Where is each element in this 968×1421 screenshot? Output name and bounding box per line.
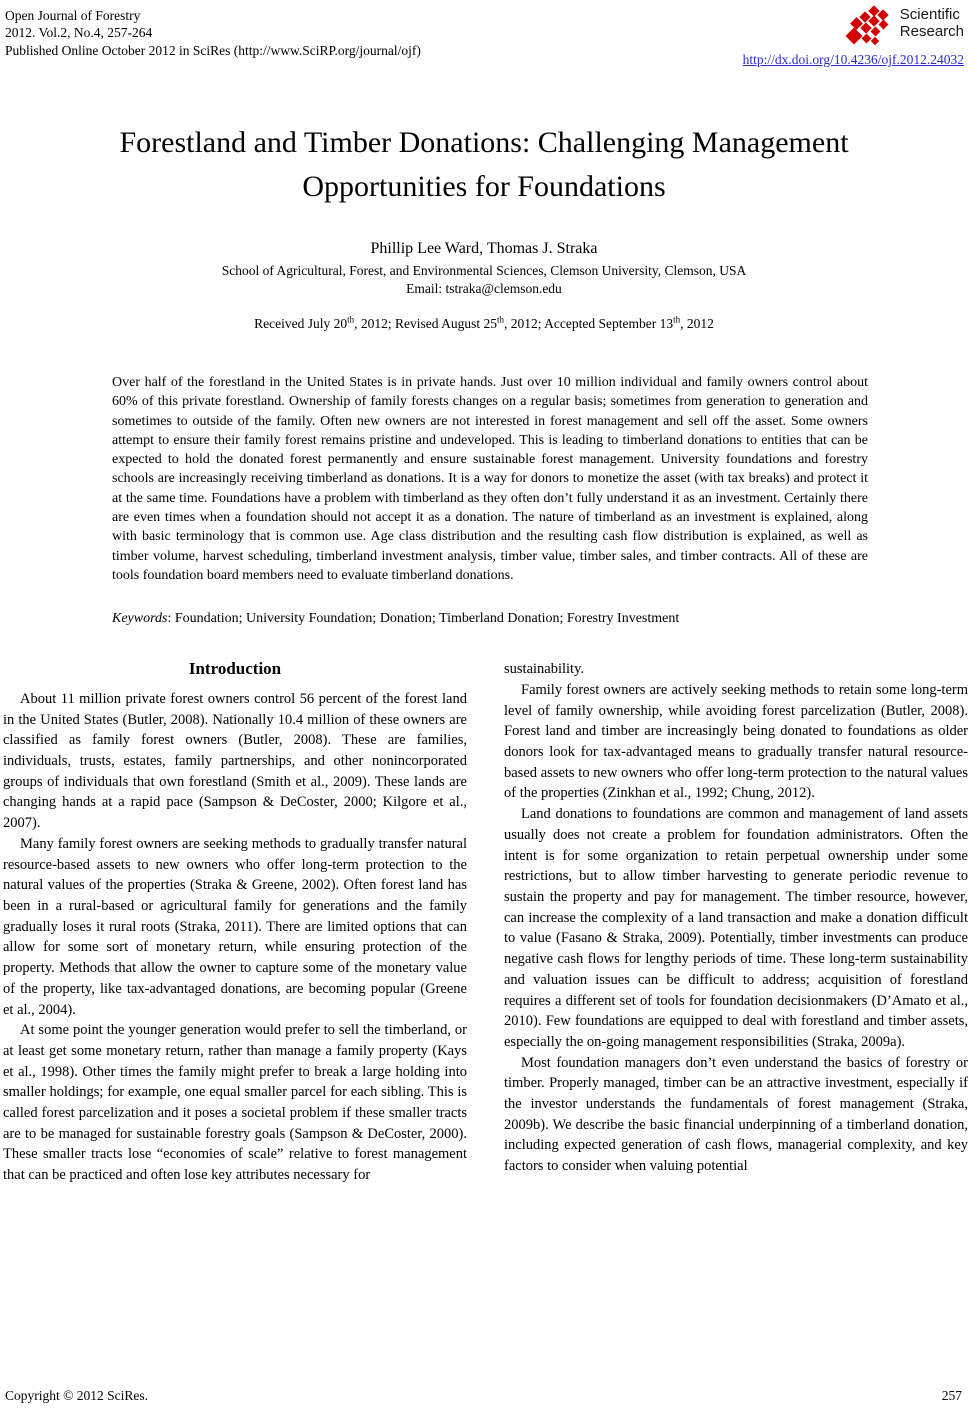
intro-paragraph: At some point the younger generation would prefer to sell the timberland, or at least get some monetary return, rather than manage a family property (Kays et al., 1998). Other times the family might prefer to break a large holding into smaller holdings; for example, one equal smaller parcel for each sibling. This is called forest parcelization and it poses a societal problem if these smaller tracts are to be managed for sustainable forestry goals (Sampson & DeCoster, 2000). These smaller tracts lose “economies of scale” relative to forest management that can be practiced and often lose key attributes necessary for [3,1022,467,1184]
received-superscript: th [673,314,681,325]
journal-info [5,7,421,69]
publisher-block [743,7,964,69]
journal-issue: 2012. Vol.2, No.4, 257-264 [5,25,153,41]
affiliation: School of Agricultural, Forest, and Environmental Sciences, Clemson University, Clemson, USA [221,263,747,278]
keywords-value: : Foundation; University Foundation; Donation; Timberland Donation; Forestry Investment [167,611,680,627]
paper-title: Forestland and Timber Donations: Challenging Management Opportunities for Foundations [119,126,849,203]
received-superscript: th [347,314,355,325]
page-number: 257 [941,1388,962,1403]
page-header [0,0,968,69]
page-footer [5,1388,962,1404]
journal-name: Open Journal of Forestry [5,8,141,23]
column-left [3,659,467,1186]
logo-diamond [861,34,871,44]
logo-diamond [870,27,880,37]
authors: Phillip Lee Ward, Thomas J. Straka [370,240,598,257]
intro-paragraph: Land donations to foundations are common and management of land assets usually does not create a problem for foundation administrators. Often the intent is for some organization to retain perpetual ownership under some restrictions, but to allow timber harvesting to generate periodic revenue to sustain the property and pay for management. The timber resource, however, can increase the complexity of a land transaction and make a donation difficult to value (Fasano & Straka, 2009). Potentially, timber investments can produce negative cash flows for lengthy periods of time. These long-term sustainability and valuation issues can be difficult to address; acquisition of forestland requires a different set of tools for foundation decisionmakers (D’Amato et al., 2010). Few foundations are equipped to deal with forestland and timber assets, especially the on-going management responsibilities (Straka, 2009a). [504,806,968,1050]
column-right [504,659,968,1186]
logo-diamond [878,20,888,30]
logo-diamond [845,28,862,45]
logo-text-line2: Research [899,22,964,40]
intro-paragraph: Family forest owners are actively seeking methods to retain some long-term level of family ownership, while avoiding forest parcelization (Butler, 2008). Forest land and timber are increasingly being donated to foundations as older donors look for tax-advantaged means to gradually transfer natural resource-based assets to new owners who offer long-term protection to the natural values of the properties (Zinkhan et al., 1992; Chung, 2012). [504,681,968,802]
scirp-logo-text [900,7,964,40]
intro-paragraph: Most foundation managers don’t even understand the basics of forestry or timber. Properly managed, timber can be an attractive investment, especially if the investor understands the fundamentals of forest management (Straka, 2009b). We describe the basic financial underpinning of a timberland donation, including expected generation of cash flows, managerial complexity, and key factors to consider when valuing potential [504,1054,968,1175]
received-segment: Received July 20 [254,316,348,331]
received-segment: , 2012 [680,316,714,331]
scirp-logo [743,7,964,47]
email-line: Email: tstraka@clemson.edu [406,281,562,296]
received-segment: , 2012; Accepted September 13 [504,316,674,331]
author-meta [0,239,968,333]
abstract-text: Over half of the forestland in the United States is in private hands. Just over 10 million individual and family owners control about 60% of this private forestland. Ownership of family forests changes on a regular basis; sometimes from generation to generation and sometimes to outside of the family. Often new owners are not interested in forest management and sell off the asset. Some owners attempt to ensure their family forest remains pristine and undeveloped. This is leading to timberland donations to entities that can be expected to hold the donated forest permanently and ensure sustainable forest management. University foundations and forestry schools are increasingly receiving timberland as donations. It is a way for donors to monetize the asset (with tax breaks) and protect it at the same time. Foundations have a problem with timberland as they often don’t fully understand it as an investment. Certainly there are even times when a foundation should not accept it as a donation. The nature of timberland as an investment is explained, along with basic terminology that is common use. Age class distribution and the resulting cash flow distribution is explained, as well as timber volume, harvest scheduling, timberland investment analysis, timber value, timber sales, and timber contracts. All of these are tools foundation board members need to evaluate timberland donations. [112,375,868,583]
body-columns [3,659,968,1186]
logo-diamond [871,37,879,45]
intro-paragraph: About 11 million private forest owners control 56 percent of the forest land in the United States (Butler, 2008). Nationally 10.4 million of these owners are classified as family forest owners (Butler, 2008). These are families, individuals, trusts, estates, family partnerships, and other nonincorporated groups of individuals that own forestland (Smith et al., 2009). These lands are changing hands at a rapid pace (Sampson & DeCoster, 2000; Kilgore et al., 2007). [3,690,467,832]
logo-text-line1: Scientific [899,6,960,23]
intro-paragraph-continuation: sustainability. [504,661,585,678]
intro-heading: Introduction [188,659,282,679]
published-online-line: Published Online October 2012 in SciRes (http://www.SciRP.org/journal/ojf) [5,42,421,58]
scirp-diamonds-icon [848,7,894,47]
copyright-text: Copyright © 2012 SciRes. [5,1388,149,1403]
keywords-line [112,609,868,628]
doi-link[interactable]: http://dx.doi.org/10.4236/ojf.2012.24032 [742,52,964,67]
received-line [0,315,968,333]
keywords-label: Keywords [112,611,168,627]
received-segment: , 2012; Revised August 25 [354,316,497,331]
intro-paragraph: Many family forest owners are seeking methods to gradually transfer natural resource-based assets to new owners who offer long-term protection to the natural values of the properties (Straka & Greene, 2002). Often forest land has been in a rural-based or agricultural family for generations and the family gradually loses it rural roots (Straka, 2011). There are limited options that can allow for some sort of monetary return, while ensuring protection of the property. Methods that allow the owner to capture some of the monetary value of the property, like tax-advantaged donations, are becoming popular (Greene et al., 2004). [3,835,467,1018]
received-superscript: th [497,314,505,325]
